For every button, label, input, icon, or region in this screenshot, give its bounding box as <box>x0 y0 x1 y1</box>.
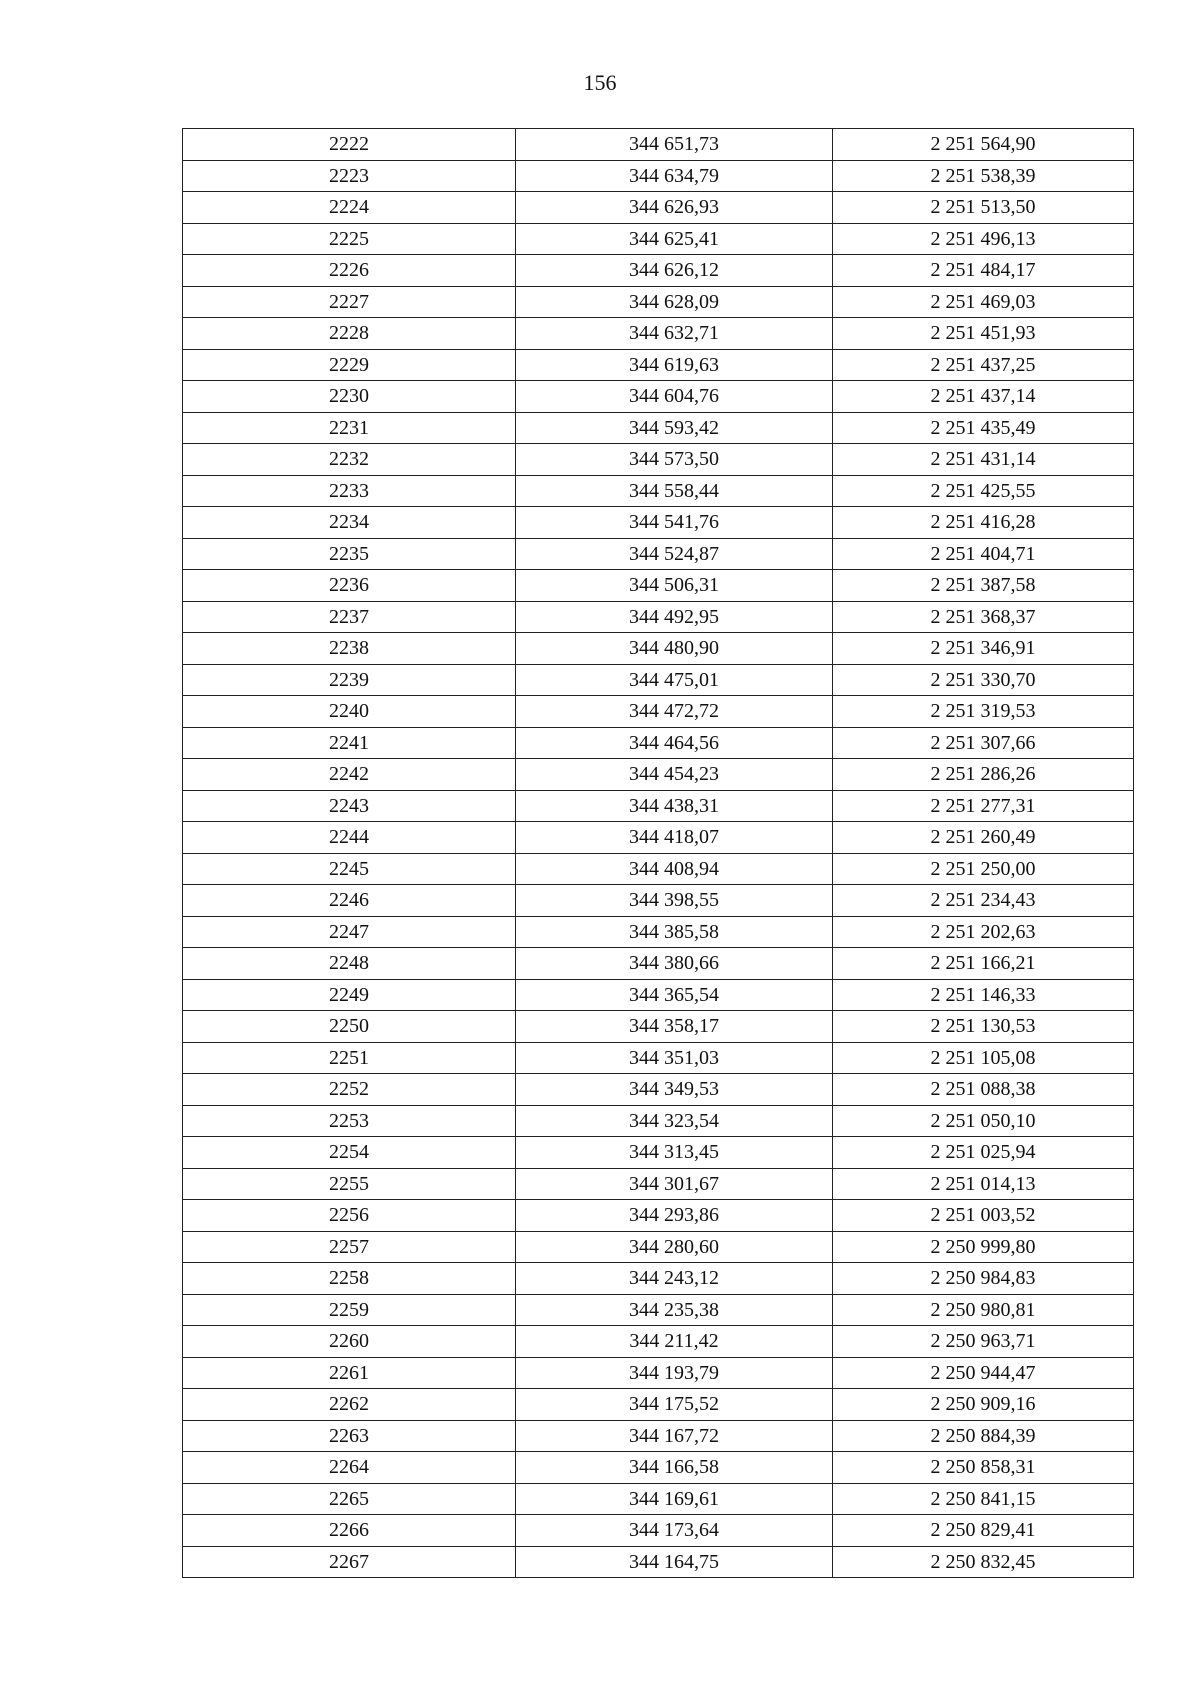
point-number-cell: 2223 <box>183 160 516 192</box>
point-number-cell: 2247 <box>183 916 516 948</box>
point-number-cell: 2232 <box>183 444 516 476</box>
point-number-cell: 2251 <box>183 1042 516 1074</box>
y-coordinate-cell: 2 251 050,10 <box>833 1105 1134 1137</box>
x-coordinate-cell: 344 626,12 <box>516 255 833 287</box>
x-coordinate-cell: 344 193,79 <box>516 1357 833 1389</box>
point-number-cell: 2234 <box>183 507 516 539</box>
x-coordinate-cell: 344 313,45 <box>516 1137 833 1169</box>
y-coordinate-cell: 2 250 858,31 <box>833 1452 1134 1484</box>
table-row <box>183 412 1134 444</box>
x-coordinate-cell: 344 454,23 <box>516 759 833 791</box>
point-number-cell: 2239 <box>183 664 516 696</box>
table-row <box>183 601 1134 633</box>
x-coordinate-cell: 344 398,55 <box>516 885 833 917</box>
y-coordinate-cell: 2 251 307,66 <box>833 727 1134 759</box>
table-row <box>183 1168 1134 1200</box>
point-number-cell: 2228 <box>183 318 516 350</box>
table-row <box>183 318 1134 350</box>
point-number-cell: 2258 <box>183 1263 516 1295</box>
x-coordinate-cell: 344 604,76 <box>516 381 833 413</box>
table-row <box>183 727 1134 759</box>
y-coordinate-cell: 2 251 451,93 <box>833 318 1134 350</box>
x-coordinate-cell: 344 558,44 <box>516 475 833 507</box>
table-row <box>183 475 1134 507</box>
y-coordinate-cell: 2 251 202,63 <box>833 916 1134 948</box>
point-number-cell: 2246 <box>183 885 516 917</box>
coordinates-table-body <box>183 129 1134 1578</box>
x-coordinate-cell: 344 301,67 <box>516 1168 833 1200</box>
table-row <box>183 822 1134 854</box>
x-coordinate-cell: 344 408,94 <box>516 853 833 885</box>
x-coordinate-cell: 344 385,58 <box>516 916 833 948</box>
point-number-cell: 2243 <box>183 790 516 822</box>
table-row <box>183 1200 1134 1232</box>
table-row <box>183 1074 1134 1106</box>
table-row <box>183 286 1134 318</box>
x-coordinate-cell: 344 475,01 <box>516 664 833 696</box>
y-coordinate-cell: 2 251 250,00 <box>833 853 1134 885</box>
table-row <box>183 1546 1134 1578</box>
y-coordinate-cell: 2 251 346,91 <box>833 633 1134 665</box>
point-number-cell: 2240 <box>183 696 516 728</box>
x-coordinate-cell: 344 472,72 <box>516 696 833 728</box>
x-coordinate-cell: 344 351,03 <box>516 1042 833 1074</box>
table-row <box>183 192 1134 224</box>
point-number-cell: 2233 <box>183 475 516 507</box>
y-coordinate-cell: 2 251 014,13 <box>833 1168 1134 1200</box>
table-row <box>183 1515 1134 1547</box>
point-number-cell: 2225 <box>183 223 516 255</box>
table-row <box>183 1231 1134 1263</box>
y-coordinate-cell: 2 251 319,53 <box>833 696 1134 728</box>
y-coordinate-cell: 2 250 963,71 <box>833 1326 1134 1358</box>
point-number-cell: 2249 <box>183 979 516 1011</box>
x-coordinate-cell: 344 625,41 <box>516 223 833 255</box>
y-coordinate-cell: 2 251 469,03 <box>833 286 1134 318</box>
table-row <box>183 1420 1134 1452</box>
point-number-cell: 2266 <box>183 1515 516 1547</box>
y-coordinate-cell: 2 251 437,14 <box>833 381 1134 413</box>
x-coordinate-cell: 344 480,90 <box>516 633 833 665</box>
point-number-cell: 2231 <box>183 412 516 444</box>
y-coordinate-cell: 2 250 909,16 <box>833 1389 1134 1421</box>
y-coordinate-cell: 2 251 416,28 <box>833 507 1134 539</box>
point-number-cell: 2242 <box>183 759 516 791</box>
table-row <box>183 759 1134 791</box>
point-number-cell: 2245 <box>183 853 516 885</box>
table-row <box>183 538 1134 570</box>
point-number-cell: 2230 <box>183 381 516 413</box>
table-row <box>183 223 1134 255</box>
point-number-cell: 2237 <box>183 601 516 633</box>
point-number-cell: 2253 <box>183 1105 516 1137</box>
point-number-cell: 2238 <box>183 633 516 665</box>
x-coordinate-cell: 344 464,56 <box>516 727 833 759</box>
table-row <box>183 1011 1134 1043</box>
y-coordinate-cell: 2 251 166,21 <box>833 948 1134 980</box>
point-number-cell: 2224 <box>183 192 516 224</box>
x-coordinate-cell: 344 651,73 <box>516 129 833 161</box>
table-row <box>183 633 1134 665</box>
coordinates-table <box>182 128 1134 1578</box>
table-row <box>183 1452 1134 1484</box>
y-coordinate-cell: 2 250 884,39 <box>833 1420 1134 1452</box>
x-coordinate-cell: 344 632,71 <box>516 318 833 350</box>
y-coordinate-cell: 2 251 538,39 <box>833 160 1134 192</box>
y-coordinate-cell: 2 251 368,37 <box>833 601 1134 633</box>
y-coordinate-cell: 2 251 437,25 <box>833 349 1134 381</box>
table-row <box>183 979 1134 1011</box>
table-row <box>183 1137 1134 1169</box>
table-row <box>183 1389 1134 1421</box>
x-coordinate-cell: 344 167,72 <box>516 1420 833 1452</box>
y-coordinate-cell: 2 250 999,80 <box>833 1231 1134 1263</box>
point-number-cell: 2254 <box>183 1137 516 1169</box>
x-coordinate-cell: 344 169,61 <box>516 1483 833 1515</box>
x-coordinate-cell: 344 365,54 <box>516 979 833 1011</box>
x-coordinate-cell: 344 573,50 <box>516 444 833 476</box>
table-row <box>183 1483 1134 1515</box>
table-row <box>183 790 1134 822</box>
x-coordinate-cell: 344 280,60 <box>516 1231 833 1263</box>
x-coordinate-cell: 344 438,31 <box>516 790 833 822</box>
y-coordinate-cell: 2 251 277,31 <box>833 790 1134 822</box>
table-row <box>183 885 1134 917</box>
y-coordinate-cell: 2 250 832,45 <box>833 1546 1134 1578</box>
table-row <box>183 1263 1134 1295</box>
point-number-cell: 2257 <box>183 1231 516 1263</box>
table-row <box>183 1357 1134 1389</box>
x-coordinate-cell: 344 164,75 <box>516 1546 833 1578</box>
x-coordinate-cell: 344 175,52 <box>516 1389 833 1421</box>
point-number-cell: 2250 <box>183 1011 516 1043</box>
table-row <box>183 381 1134 413</box>
x-coordinate-cell: 344 349,53 <box>516 1074 833 1106</box>
y-coordinate-cell: 2 251 564,90 <box>833 129 1134 161</box>
x-coordinate-cell: 344 235,38 <box>516 1294 833 1326</box>
x-coordinate-cell: 344 619,63 <box>516 349 833 381</box>
y-coordinate-cell: 2 251 435,49 <box>833 412 1134 444</box>
point-number-cell: 2263 <box>183 1420 516 1452</box>
table-row <box>183 696 1134 728</box>
y-coordinate-cell: 2 251 484,17 <box>833 255 1134 287</box>
table-row <box>183 1294 1134 1326</box>
x-coordinate-cell: 344 211,42 <box>516 1326 833 1358</box>
table-row <box>183 129 1134 161</box>
point-number-cell: 2244 <box>183 822 516 854</box>
table-row <box>183 916 1134 948</box>
y-coordinate-cell: 2 251 431,14 <box>833 444 1134 476</box>
point-number-cell: 2248 <box>183 948 516 980</box>
point-number-cell: 2226 <box>183 255 516 287</box>
y-coordinate-cell: 2 251 088,38 <box>833 1074 1134 1106</box>
y-coordinate-cell: 2 251 105,08 <box>833 1042 1134 1074</box>
point-number-cell: 2227 <box>183 286 516 318</box>
point-number-cell: 2267 <box>183 1546 516 1578</box>
y-coordinate-cell: 2 251 404,71 <box>833 538 1134 570</box>
x-coordinate-cell: 344 541,76 <box>516 507 833 539</box>
y-coordinate-cell: 2 251 234,43 <box>833 885 1134 917</box>
x-coordinate-cell: 344 173,64 <box>516 1515 833 1547</box>
point-number-cell: 2256 <box>183 1200 516 1232</box>
y-coordinate-cell: 2 251 286,26 <box>833 759 1134 791</box>
y-coordinate-cell: 2 250 829,41 <box>833 1515 1134 1547</box>
x-coordinate-cell: 344 593,42 <box>516 412 833 444</box>
point-number-cell: 2241 <box>183 727 516 759</box>
y-coordinate-cell: 2 251 146,33 <box>833 979 1134 1011</box>
point-number-cell: 2265 <box>183 1483 516 1515</box>
table-row <box>183 1105 1134 1137</box>
y-coordinate-cell: 2 251 330,70 <box>833 664 1134 696</box>
y-coordinate-cell: 2 251 130,53 <box>833 1011 1134 1043</box>
y-coordinate-cell: 2 251 425,55 <box>833 475 1134 507</box>
y-coordinate-cell: 2 251 025,94 <box>833 1137 1134 1169</box>
point-number-cell: 2264 <box>183 1452 516 1484</box>
point-number-cell: 2255 <box>183 1168 516 1200</box>
x-coordinate-cell: 344 626,93 <box>516 192 833 224</box>
x-coordinate-cell: 344 243,12 <box>516 1263 833 1295</box>
y-coordinate-cell: 2 250 984,83 <box>833 1263 1134 1295</box>
x-coordinate-cell: 344 323,54 <box>516 1105 833 1137</box>
table-row <box>183 507 1134 539</box>
point-number-cell: 2261 <box>183 1357 516 1389</box>
point-number-cell: 2229 <box>183 349 516 381</box>
x-coordinate-cell: 344 380,66 <box>516 948 833 980</box>
x-coordinate-cell: 344 524,87 <box>516 538 833 570</box>
y-coordinate-cell: 2 250 841,15 <box>833 1483 1134 1515</box>
x-coordinate-cell: 344 358,17 <box>516 1011 833 1043</box>
table-row <box>183 1326 1134 1358</box>
point-number-cell: 2262 <box>183 1389 516 1421</box>
table-row <box>183 948 1134 980</box>
point-number-cell: 2222 <box>183 129 516 161</box>
y-coordinate-cell: 2 251 513,50 <box>833 192 1134 224</box>
x-coordinate-cell: 344 506,31 <box>516 570 833 602</box>
x-coordinate-cell: 344 293,86 <box>516 1200 833 1232</box>
point-number-cell: 2260 <box>183 1326 516 1358</box>
point-number-cell: 2259 <box>183 1294 516 1326</box>
page-number: 156 <box>583 70 617 95</box>
y-coordinate-cell: 2 251 496,13 <box>833 223 1134 255</box>
point-number-cell: 2236 <box>183 570 516 602</box>
x-coordinate-cell: 344 628,09 <box>516 286 833 318</box>
x-coordinate-cell: 344 166,58 <box>516 1452 833 1484</box>
point-number-cell: 2252 <box>183 1074 516 1106</box>
y-coordinate-cell: 2 251 260,49 <box>833 822 1134 854</box>
y-coordinate-cell: 2 251 003,52 <box>833 1200 1134 1232</box>
table-row <box>183 349 1134 381</box>
x-coordinate-cell: 344 492,95 <box>516 601 833 633</box>
table-row <box>183 160 1134 192</box>
table-row <box>183 444 1134 476</box>
y-coordinate-cell: 2 250 980,81 <box>833 1294 1134 1326</box>
y-coordinate-cell: 2 250 944,47 <box>833 1357 1134 1389</box>
x-coordinate-cell: 344 634,79 <box>516 160 833 192</box>
table-row <box>183 1042 1134 1074</box>
y-coordinate-cell: 2 251 387,58 <box>833 570 1134 602</box>
table-row <box>183 664 1134 696</box>
table-row <box>183 255 1134 287</box>
x-coordinate-cell: 344 418,07 <box>516 822 833 854</box>
table-row <box>183 853 1134 885</box>
table-row <box>183 570 1134 602</box>
point-number-cell: 2235 <box>183 538 516 570</box>
